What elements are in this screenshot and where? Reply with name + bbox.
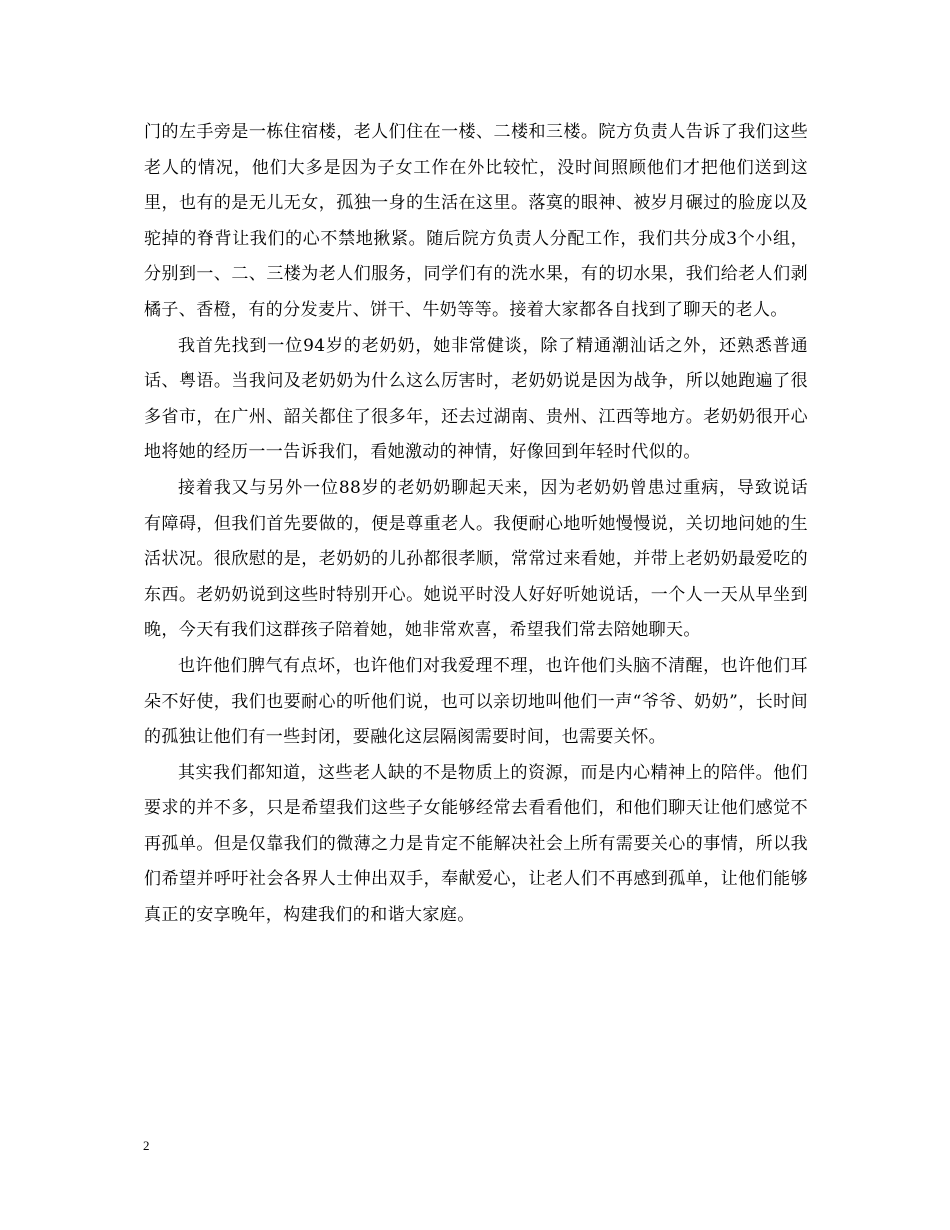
page-number: 2: [143, 1138, 150, 1153]
paragraph-4: 也许他们脾气有点坏，也许他们对我爱理不理，也许他们头脑不清醒，也许他们耳朵不好使，我们也要耐心的听他们说，也可以亲切地叫他们一声“爷爷、奶奶”，长时间的孤独让他们有一些封闭，要融化这层隔阂需要时间，也需要关怀。: [144, 655, 808, 748]
paragraph-5: 其实我们都知道，这些老人缺的不是物质上的资源，而是内心精神上的陪伴。他们要求的并不多，只是希望我们这些子女能够经常去看看他们，和他们聊天让他们感觉不再孤单。但是仅靠我们的微薄之力是肯定不能解决社会上所有需要关心的事情，所以我们希望并呼吁社会各界人士伸出双手，奉献爱心，让老人们不再感到孤单，让他们能够真正的安享晚年，构建我们的和谐大家庭。: [144, 762, 808, 926]
paragraph-1: 门的左手旁是一栋住宿楼，老人们住在一楼、二楼和三楼。院方负责人告诉了我们这些老人的情况，他们大多是因为子女工作在外比较忙，没时间照顾他们才把他们送到这里，也有的是无儿无女，孤独一身的生活在这里。落寞的眼神、被岁月碾过的脸庞以及驼掉的脊背让我们的心不禁地揪紧。随后院方负责人分配工作，我们共分成3个小组，分别到一、二、三楼为老人们服务，同学们有的洗水果，有的切水果，我们给老人们剥橘子、香橙，有的分发麦片、饼干、牛奶等等。接着大家都各自找到了聊天的老人。: [144, 122, 808, 320]
paragraph-3: 接着我又与另外一位88岁的老奶奶聊起天来，因为老奶奶曾患过重病，导致说话有障碍，但我们首先要做的，便是尊重老人。我便耐心地听她慢慢说，关切地问她的生活状况。很欣慰的是，老奶奶的儿孙都很孝顺，常常过来看她，并带上老奶奶最爱吃的东西。老奶奶说到这些时特别开心。她说平时没人好好听她说话，一个人一天从早坐到晚，今天有我们这群孩子陪着她，她非常欢喜，希望我们常去陪她聊天。: [144, 477, 808, 641]
document-body: [144, 115, 808, 934]
paragraph-2: 我首先找到一位94岁的老奶奶，她非常健谈，除了精通潮汕话之外，还熟悉普通话、粤语。当我问及老奶奶为什么这么厉害时，老奶奶说是因为战争，所以她跑遍了很多省市，在广州、韶关都住了很多年，还去过湖南、贵州、江西等地方。老奶奶很开心地将她的经历一一告诉我们，看她激动的神情，好像回到年轻时代似的。: [144, 335, 808, 463]
